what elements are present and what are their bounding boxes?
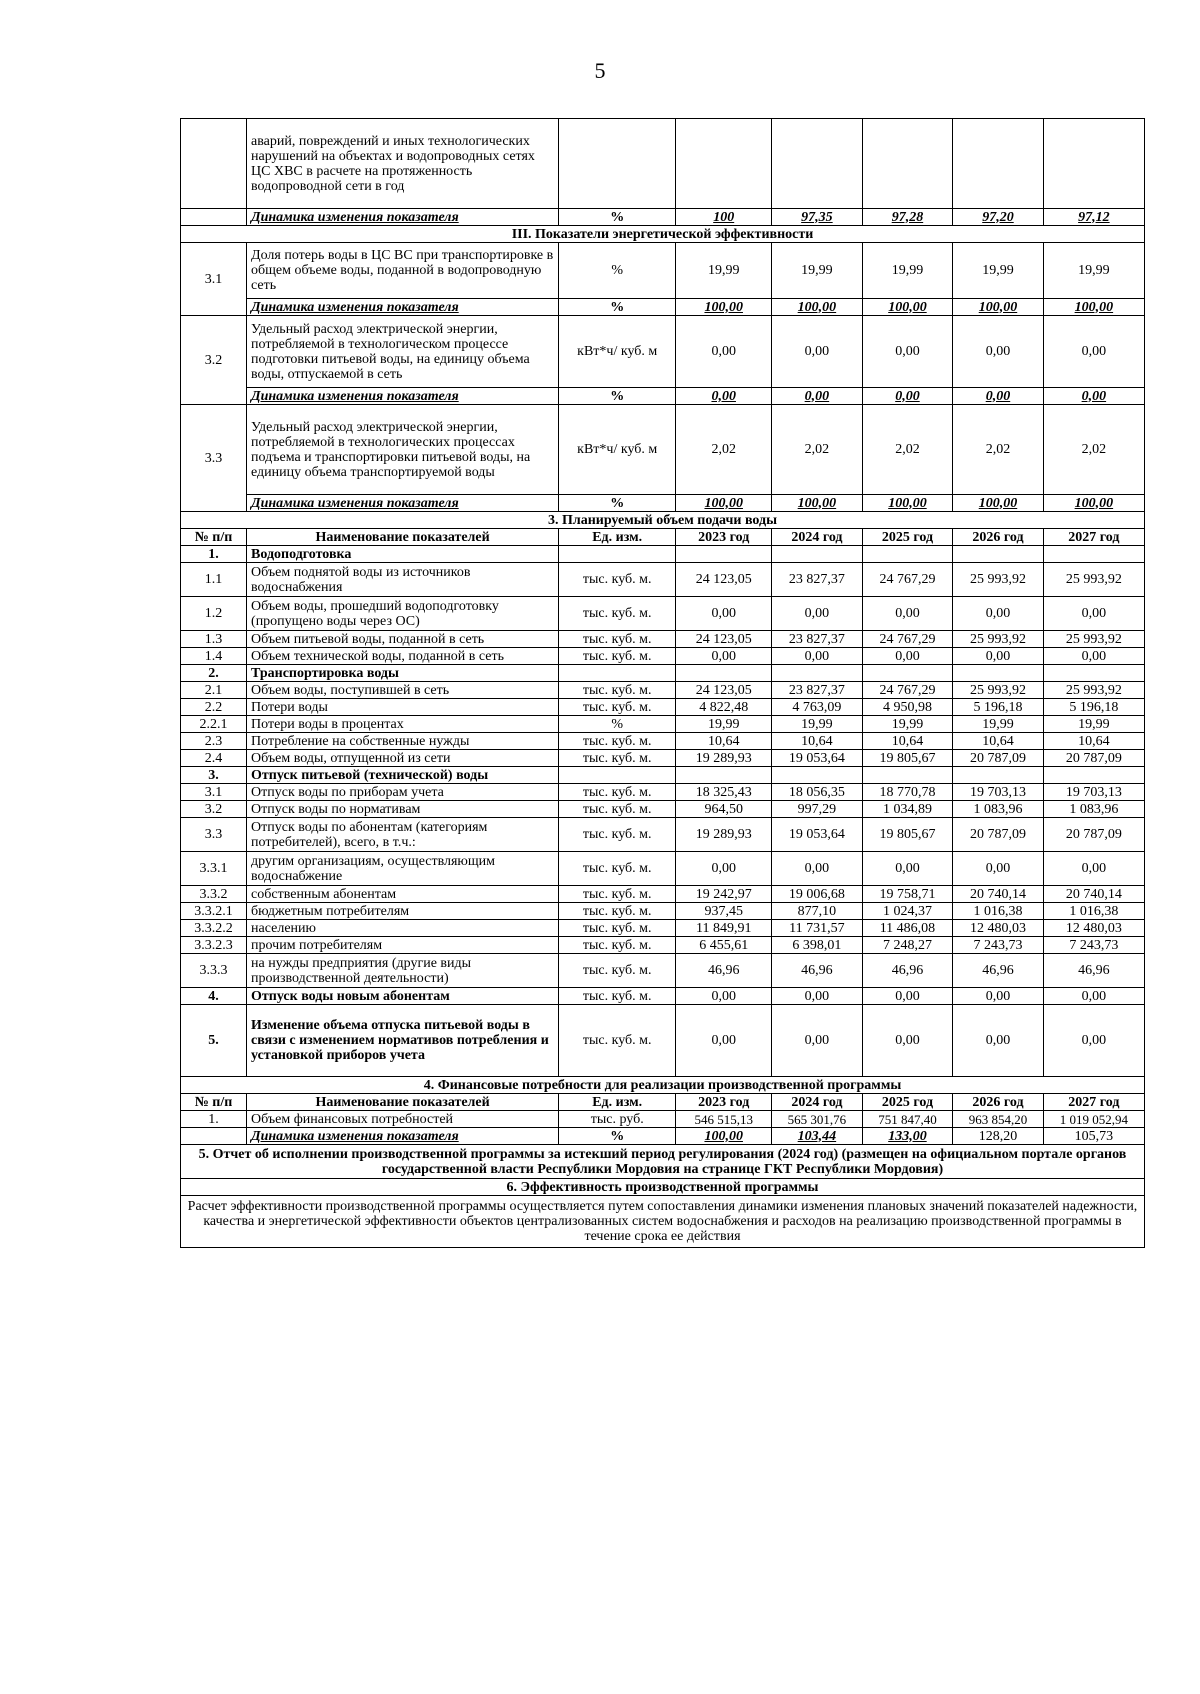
table-row: 5. Изменение объема отпуска питьевой воды в связи с изменением нормативов потребления и установкой приборов учета тыс. куб. м. 0,00 0,00 0,00 0,00 0,00	[181, 1005, 1145, 1077]
section-heading	[181, 226, 1145, 243]
column-header: 2025 год	[862, 529, 953, 546]
group-row: 2. Транспортировка воды	[181, 665, 1145, 682]
section-title-energy: III. Показатели энергетической эффективности	[181, 226, 1145, 243]
column-header: Ед. изм.	[559, 1094, 676, 1111]
group-row: 3. Отпуск питьевой (технической) воды	[181, 767, 1145, 784]
dynamics-row: Динамика изменения показателя % 100,00 100,00 100,00 100,00 100,00	[181, 495, 1145, 512]
column-header: 2023 год	[676, 529, 772, 546]
table-row: 1.1 Объем поднятой воды из источников водоснабжения тыс. куб. м. 24 123,05 23 827,37 24 767,29 25 993,92 25 993,92	[181, 563, 1145, 597]
dynamics-row: Динамика изменения показателя % 100,00 103,44 133,00 128,20 105,73	[181, 1128, 1145, 1145]
section-title-efficiency: 6. Эффективность производственной программы	[181, 1179, 1145, 1196]
column-header: Наименование показателей	[247, 1094, 559, 1111]
section-heading	[181, 1145, 1145, 1179]
column-header: № п/п	[181, 529, 247, 546]
table-row: 3.2 Отпуск воды по нормативам тыс. куб. м. 964,50 997,29 1 034,89 1 083,96 1 083,96	[181, 801, 1145, 818]
table-row: 2.1 Объем воды, поступившей в сеть тыс. куб. м. 24 123,05 23 827,37 24 767,29 25 993,92 25 993,92	[181, 682, 1145, 699]
table-row: 3.3.3 на нужды предприятия (другие виды производственной деятельности) тыс. куб. м. 46,96 46,96 46,96 46,96 46,96	[181, 954, 1145, 988]
column-header: 2027 год	[1043, 529, 1144, 546]
table-row: 2.2 Потери воды тыс. куб. м. 4 822,48 4 763,09 4 950,98 5 196,18 5 196,18	[181, 699, 1145, 716]
table-row: 3.3.2 собственным абонентам тыс. куб. м. 19 242,97 19 006,68 19 758,71 20 740,14 20 740,14	[181, 886, 1145, 903]
table-row: 2.2.1 Потери воды в процентах % 19,99 19,99 19,99 19,99 19,99	[181, 716, 1145, 733]
dynamics-row: Динамика изменения показателя % 0,00 0,00 0,00 0,00 0,00	[181, 388, 1145, 405]
column-header: 2024 год	[772, 1094, 863, 1111]
dynamics-row: Динамика изменения показателя % 100,00 100,00 100,00 100,00 100,00	[181, 299, 1145, 316]
table-row: 3.3 Отпуск воды по абонентам (категориям потребителей), всего, в т.ч.: тыс. куб. м. 19 289,93 19 053,64 19 805,67 20 787,09 20 787,09	[181, 818, 1145, 852]
column-header: Ед. изм.	[559, 529, 676, 546]
column-header: № п/п	[181, 1094, 247, 1111]
column-header: 2027 год	[1043, 1094, 1144, 1111]
column-header: 2025 год	[862, 1094, 953, 1111]
table-row: 3.3.1 другим организациям, осуществляющим водоснабжение тыс. куб. м. 0,00 0,00 0,00 0,00 0,00	[181, 852, 1145, 886]
table-row: 2.4 Объем воды, отпущенной из сети тыс. куб. м. 19 289,93 19 053,64 19 805,67 20 787,09 20 787,09	[181, 750, 1145, 767]
table-row: 3.3.2.1 бюджетным потребителям тыс. куб. м. 937,45 877,10 1 024,37 1 016,38 1 016,38	[181, 903, 1145, 920]
table-row: 3.1 Доля потерь воды в ЦС ВС при транспортировке в общем объеме воды, поданной в водопроводную сеть % 19,99 19,99 19,99 19,99 19,99	[181, 243, 1145, 299]
table-row: 1.3 Объем питьевой воды, поданной в сеть тыс. куб. м. 24 123,05 23 827,37 24 767,29 25 993,92 25 993,92	[181, 631, 1145, 648]
section-heading	[181, 1077, 1145, 1094]
header-row	[181, 529, 1145, 546]
section-title-volume: 3. Планируемый объем подачи воды	[181, 512, 1145, 529]
column-header: 2023 год	[676, 1094, 772, 1111]
indicator-name: аварий, повреждений и иных технологических нарушений на объектах и водопроводных сетях ЦС ХВС в расчете на протяженность водопроводной сети в год	[247, 119, 559, 209]
section-heading	[181, 1179, 1145, 1196]
column-header: 2024 год	[772, 529, 863, 546]
section-title-report: 5. Отчет об исполнении производственной программы за истекший период регулирования (2024 год) (размещен на официальном портале органов государственной власти Республики Мордовия на странице ГКТ Республики Мордовия)	[181, 1145, 1145, 1179]
column-header: 2026 год	[953, 1094, 1044, 1111]
section-heading	[181, 512, 1145, 529]
header-row	[181, 1094, 1145, 1111]
program-table	[180, 118, 1145, 1248]
table-row: 3.2 Удельный расход электрической энергии, потребляемой в технологическом процессе подготовки питьевой воды, на единицу объема воды, отпускаемой в сеть кВт*ч/ куб. м 0,00 0,00 0,00 0,00 0,00	[181, 316, 1145, 388]
table-row: 1.4 Объем технической воды, поданной в сеть тыс. куб. м. 0,00 0,00 0,00 0,00 0,00	[181, 648, 1145, 665]
efficiency-text: Расчет эффективности производственной программы осуществляется путем сопоставления динамики изменения плановых значений показателей надежности, качества и энергетической эффективности объектов централизованных систем водоснабжения и расходов на реализацию производственной программы в течение срока ее действия	[181, 1196, 1145, 1248]
dynamics-row: Динамика изменения показателя % 100 97,35 97,28 97,20 97,12	[181, 209, 1145, 226]
column-header: Наименование показателей	[247, 529, 559, 546]
table-row: 3.3 Удельный расход электрической энергии, потребляемой в технологических процессах подъема и транспортировки питьевой воды, на единицу объема транспортируемой воды кВт*ч/ куб. м 2,02 2,02 2,02 2,02 2,02	[181, 405, 1145, 495]
table-row: 3.3.2.2 населению тыс. куб. м. 11 849,91 11 731,57 11 486,08 12 480,03 12 480,03	[181, 920, 1145, 937]
table-row: 1.2 Объем воды, прошедший водоподготовку (пропущено воды через ОС) тыс. куб. м. 0,00 0,00 0,00 0,00 0,00	[181, 597, 1145, 631]
table-row: 1. Объем финансовых потребностей тыс. руб. 546 515,13 565 301,76 751 847,40 963 854,20 1 019 052,94	[181, 1111, 1145, 1128]
table-row: 3.3.2.3 прочим потребителям тыс. куб. м. 6 455,61 6 398,01 7 248,27 7 243,73 7 243,73	[181, 937, 1145, 954]
column-header: 2026 год	[953, 529, 1044, 546]
table-row	[181, 119, 1145, 209]
table-row: 2.3 Потребление на собственные нужды тыс. куб. м. 10,64 10,64 10,64 10,64 10,64	[181, 733, 1145, 750]
table-row	[181, 1196, 1145, 1248]
table-row: 4. Отпуск воды новым абонентам тыс. куб. м. 0,00 0,00 0,00 0,00 0,00	[181, 988, 1145, 1005]
table-row: 3.1 Отпуск воды по приборам учета тыс. куб. м. 18 325,43 18 056,35 18 770,78 19 703,13 19 703,13	[181, 784, 1145, 801]
section-title-finance: 4. Финансовые потребности для реализации производственной программы	[181, 1077, 1145, 1094]
group-row: 1. Водоподготовка	[181, 546, 1145, 563]
page-number: 5	[594, 58, 606, 83]
